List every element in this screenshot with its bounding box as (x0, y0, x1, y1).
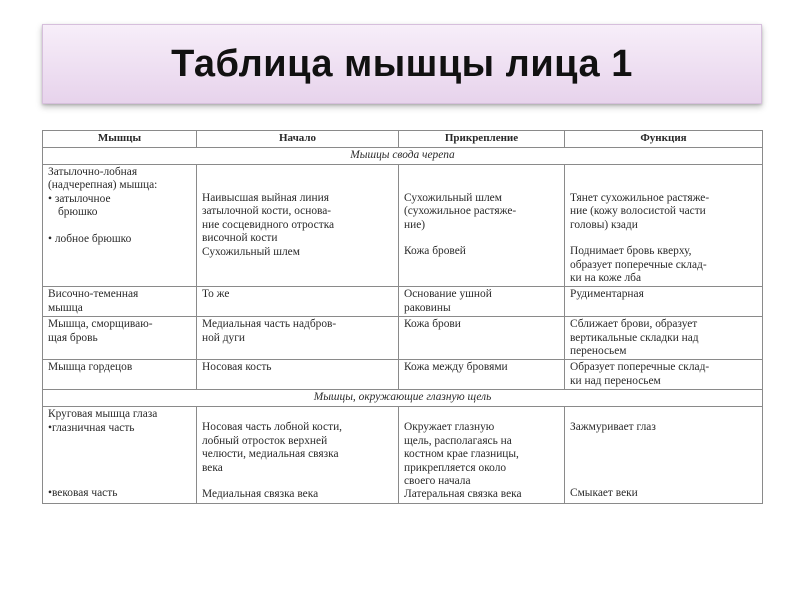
cell-line: брюшко (58, 206, 98, 219)
cell-line: ки на коже лба (570, 272, 642, 285)
cell-function (565, 287, 763, 317)
cell-line: костном крае глазницы, (404, 448, 519, 461)
cell-insertion (399, 165, 565, 287)
column-header-function: Функция (565, 131, 763, 148)
cell-line: • затылочное (48, 192, 111, 205)
cell-function (565, 317, 763, 360)
cell-line: затылочной кости, основа- (202, 205, 332, 218)
cell-line: Рудиментарная (570, 288, 644, 301)
cell-line: Сухожильный шлем (202, 245, 300, 258)
cell-line: Кожа бровей (404, 245, 466, 258)
cell-insertion (399, 287, 565, 317)
cell-line: Латеральная связка века (404, 488, 522, 501)
table-row (43, 317, 763, 360)
cell-line: головы) кзади (570, 218, 638, 231)
cell-line: Кожа между бровями (404, 361, 508, 374)
cell-function (565, 165, 763, 287)
cell-line: Мышца, сморщиваю- (48, 318, 153, 331)
cell-line: вертикальные складки над (570, 331, 699, 344)
cell-line: Носовая часть лобной кости, (202, 421, 343, 434)
cell-line: (сухожильное растяже- (404, 205, 517, 218)
column-header-origin: Начало (197, 131, 399, 148)
cell-line: Зажмуривает глаз (570, 421, 656, 434)
cell-line: Поднимает бровь кверху, (570, 245, 692, 258)
cell-line: Смыкает веки (570, 486, 638, 499)
cell-insertion (399, 317, 565, 360)
table-row (43, 360, 763, 390)
cell-line: переносьем (570, 345, 627, 358)
cell-line: Медиальная часть надбров- (202, 318, 337, 331)
page-title: Таблица мышцы лица 1 (171, 42, 633, 85)
cell-line: ной дуги (202, 331, 245, 344)
cell-line: Кожа брови (404, 318, 461, 331)
cell-line: ние) (404, 218, 426, 231)
cell-line: Затылочно-лобная (48, 166, 138, 178)
cell-line: лобный отросток верхней (202, 434, 328, 447)
cell-line: Тянет сухожильное растяже- (570, 192, 710, 204)
cell-line: Круговая мышца глаза (48, 408, 158, 421)
cell-origin (197, 287, 399, 317)
cell-line: ки над переносьем (570, 374, 661, 387)
cell-muscle (43, 317, 197, 360)
cell-line: височной кости (202, 232, 278, 245)
table-header-row (43, 131, 763, 148)
cell-line: •вековая часть (48, 487, 118, 500)
cell-line: щая бровь (48, 331, 98, 344)
cell-line: Сухожильный шлем (404, 192, 502, 204)
cell-line: ние сосцевидного отростка (202, 218, 335, 231)
section-row (43, 390, 763, 407)
cell-line: Основание ушной (404, 288, 492, 301)
cell-line: челюсти, медиальная связка (202, 448, 339, 461)
table-row (43, 407, 763, 503)
cell-origin (197, 317, 399, 360)
cell-origin (197, 165, 399, 287)
cell-muscle (43, 360, 197, 390)
section-label: Мышцы, окружающие глазную щель (43, 390, 763, 407)
cell-line: своего начала (404, 474, 471, 487)
cell-muscle (43, 407, 197, 503)
cell-line: Височно-теменная (48, 288, 139, 301)
cell-line: века (202, 461, 223, 474)
cell-line: раковины (404, 301, 451, 314)
cell-line: ние (кожу волосистой части (570, 205, 706, 218)
column-header-insertion: Прикрепление (399, 131, 565, 148)
cell-function (565, 407, 763, 503)
cell-line: Окружает глазную (404, 421, 495, 434)
cell-line: образует поперечные склад- (570, 258, 707, 271)
table-row (43, 287, 763, 317)
column-header-muscles: Мышцы (43, 131, 197, 148)
section-row (43, 148, 763, 165)
cell-insertion (399, 407, 565, 503)
cell-line: То же (202, 288, 230, 301)
cell-line: щель, располагаясь на (404, 434, 512, 447)
cell-line: (надчерепная) мышца: (48, 179, 158, 192)
table-row (43, 165, 763, 287)
cell-line: Медиальная связка века (202, 487, 319, 500)
section-label: Мышцы свода черепа (43, 148, 763, 165)
cell-muscle (43, 165, 197, 287)
cell-line: Образует поперечные склад- (570, 361, 710, 374)
cell-muscle (43, 287, 197, 317)
cell-line: Носовая кость (202, 361, 272, 374)
cell-line: Наивысшая выйная линия (202, 192, 329, 204)
cell-line: Мышца гордецов (48, 361, 133, 374)
muscles-table (42, 130, 763, 504)
cell-origin (197, 360, 399, 390)
cell-insertion (399, 360, 565, 390)
cell-line: •глазничная часть (48, 421, 135, 434)
cell-line: Сближает брови, образует (570, 318, 698, 331)
cell-line: прикрепляется около (404, 461, 507, 474)
title-banner (42, 24, 762, 104)
cell-origin (197, 407, 399, 503)
cell-line: • лобное брюшко (48, 232, 132, 245)
cell-line: мышца (48, 301, 83, 314)
cell-function (565, 360, 763, 390)
